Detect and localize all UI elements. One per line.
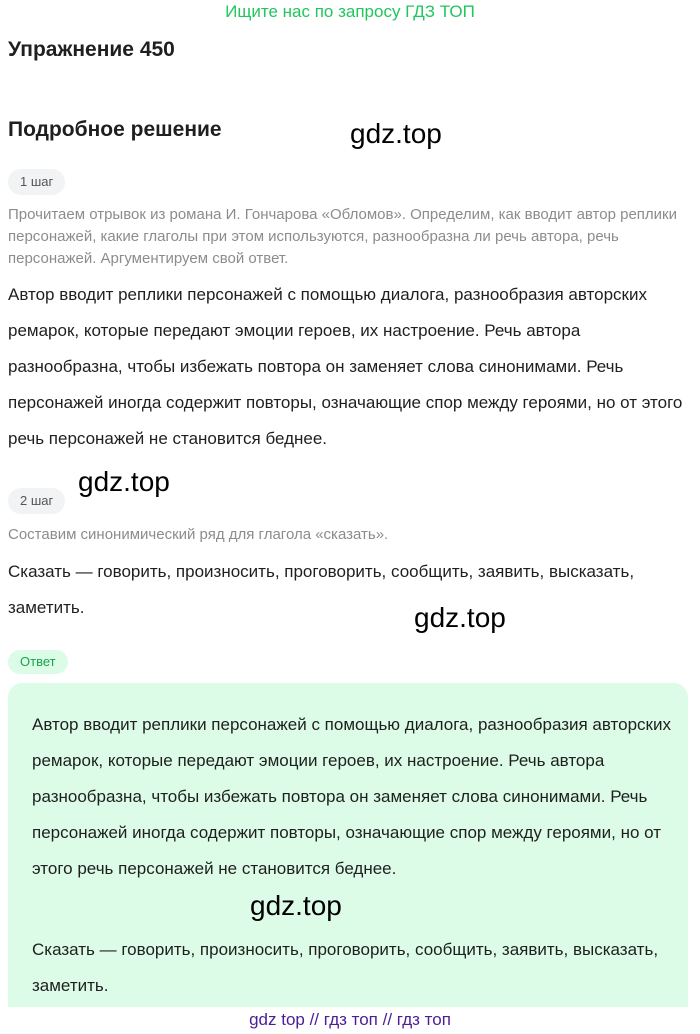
answer-paragraph-2: Сказать — говорить, произносить, проговорить, сообщить, заявить, высказать, заметить. bbox=[32, 940, 659, 995]
step-badge-2: 2 шаг bbox=[8, 488, 65, 514]
step-2-text: Сказать — говорить, произносить, проговорить, сообщить, заявить, высказать, заметить. bbox=[8, 562, 635, 617]
step-badge-1: 1 шаг bbox=[8, 169, 65, 195]
watermark: gdz.top bbox=[350, 118, 442, 149]
step-1-hint: Прочитаем отрывок из романа И. Гончарова «Обломов». Определим, как вводит автор реплики персонажей, какие глаголы при этом используются, разнообразна ли речь автора, речь персонажей. Аргументируем свой ответ. bbox=[8, 206, 677, 267]
section-title: Подробное решение bbox=[8, 118, 222, 141]
footer-links: gdz top // гдз топ // гдз топ bbox=[249, 1010, 451, 1029]
step-1-text: Автор вводит реплики персонажей с помощью диалога, разнообразия авторских ремарок, которые передают эмоции героев, их настроение. Речь автора разнообразна, чтобы избежать повтора он заменяет слова синонимами. Речь персонажей иногда содержит повторы, означающие спор между героями, но от этого речь персонажей не становится беднее. bbox=[8, 285, 683, 448]
watermark: gdz.top bbox=[414, 602, 506, 633]
page-title: Упражнение 450 bbox=[8, 38, 175, 61]
step-2-hint: Составим синонимический ряд для глагола «сказать». bbox=[8, 526, 389, 543]
answer-badge: Ответ bbox=[8, 650, 68, 674]
answer-paragraph-1: Автор вводит реплики персонажей с помощью диалога, разнообразия авторских ремарок, которые передают эмоции героев, их настроение. Речь автора разнообразна, чтобы избежать повтора он заменяет слова синонимами. Речь персонажей иногда содержит повторы, означающие спор между героями, но от этого речь персонажей не становится беднее. bbox=[32, 715, 671, 878]
watermark: gdz.top bbox=[250, 890, 342, 921]
top-banner: Ищите нас по запросу ГДЗ ТОП bbox=[225, 2, 475, 21]
watermark: gdz.top bbox=[78, 466, 170, 497]
